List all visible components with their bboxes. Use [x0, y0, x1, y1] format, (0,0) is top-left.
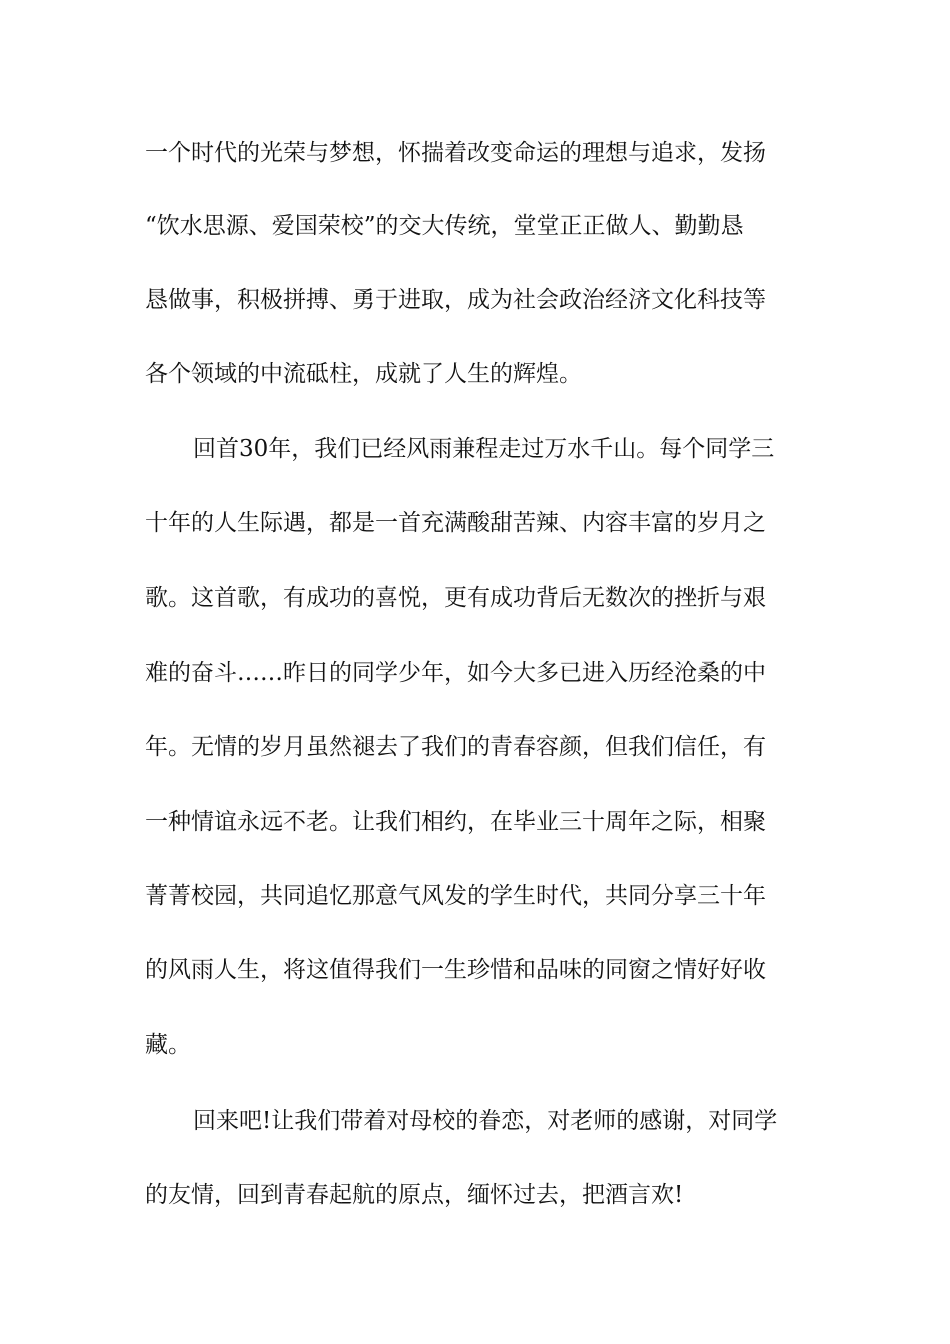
text-line: 恳做事，积极拼搏、勇于进取，成为社会政治经济文化科技等 — [145, 287, 766, 313]
text-line: 难的奋斗……昨日的同学少年，如今大多已进入历经沧桑的中 — [145, 660, 766, 686]
text-line: 各个领域的中流砥柱，成就了人生的辉煌。 — [145, 361, 582, 387]
text-line: 菁菁校园，共同追忆那意气风发的学生时代，共同分享三十年 — [145, 883, 766, 909]
text-line: 的风雨人生，将这值得我们一生珍惜和品味的同窗之情好好收 — [145, 957, 766, 983]
text-line: 的友情，回到青春起航的原点，缅怀过去，把酒言欢! — [145, 1182, 684, 1208]
text-line: 藏。 — [145, 1032, 191, 1058]
text-line: 十年的人生际遇，都是一首充满酸甜苦辣、内容丰富的岁月之 — [145, 510, 766, 536]
text-line: 一种情谊永远不老。让我们相约，在毕业三十周年之际，相聚 — [145, 809, 766, 835]
text-line: 年。无情的岁月虽然褪去了我们的青春容颜，但我们信任，有 — [145, 734, 766, 760]
text-line: 一个时代的光荣与梦想，怀揣着改变命运的理想与追求，发扬 — [145, 140, 766, 166]
text-line: 歌。这首歌，有成功的喜悦，更有成功背后无数次的挫折与艰 — [145, 585, 766, 611]
paragraph-start-line: 回来吧!让我们带着对母校的眷恋，对老师的感谢，对同学 — [193, 1108, 778, 1134]
text-line: “饮水思源、爱国荣校”的交大传统，堂堂正正做人、勤勤恳 — [145, 213, 744, 239]
paragraph-start-line: 回首30年，我们已经风雨兼程走过万水千山。每个同学三 — [193, 436, 775, 462]
